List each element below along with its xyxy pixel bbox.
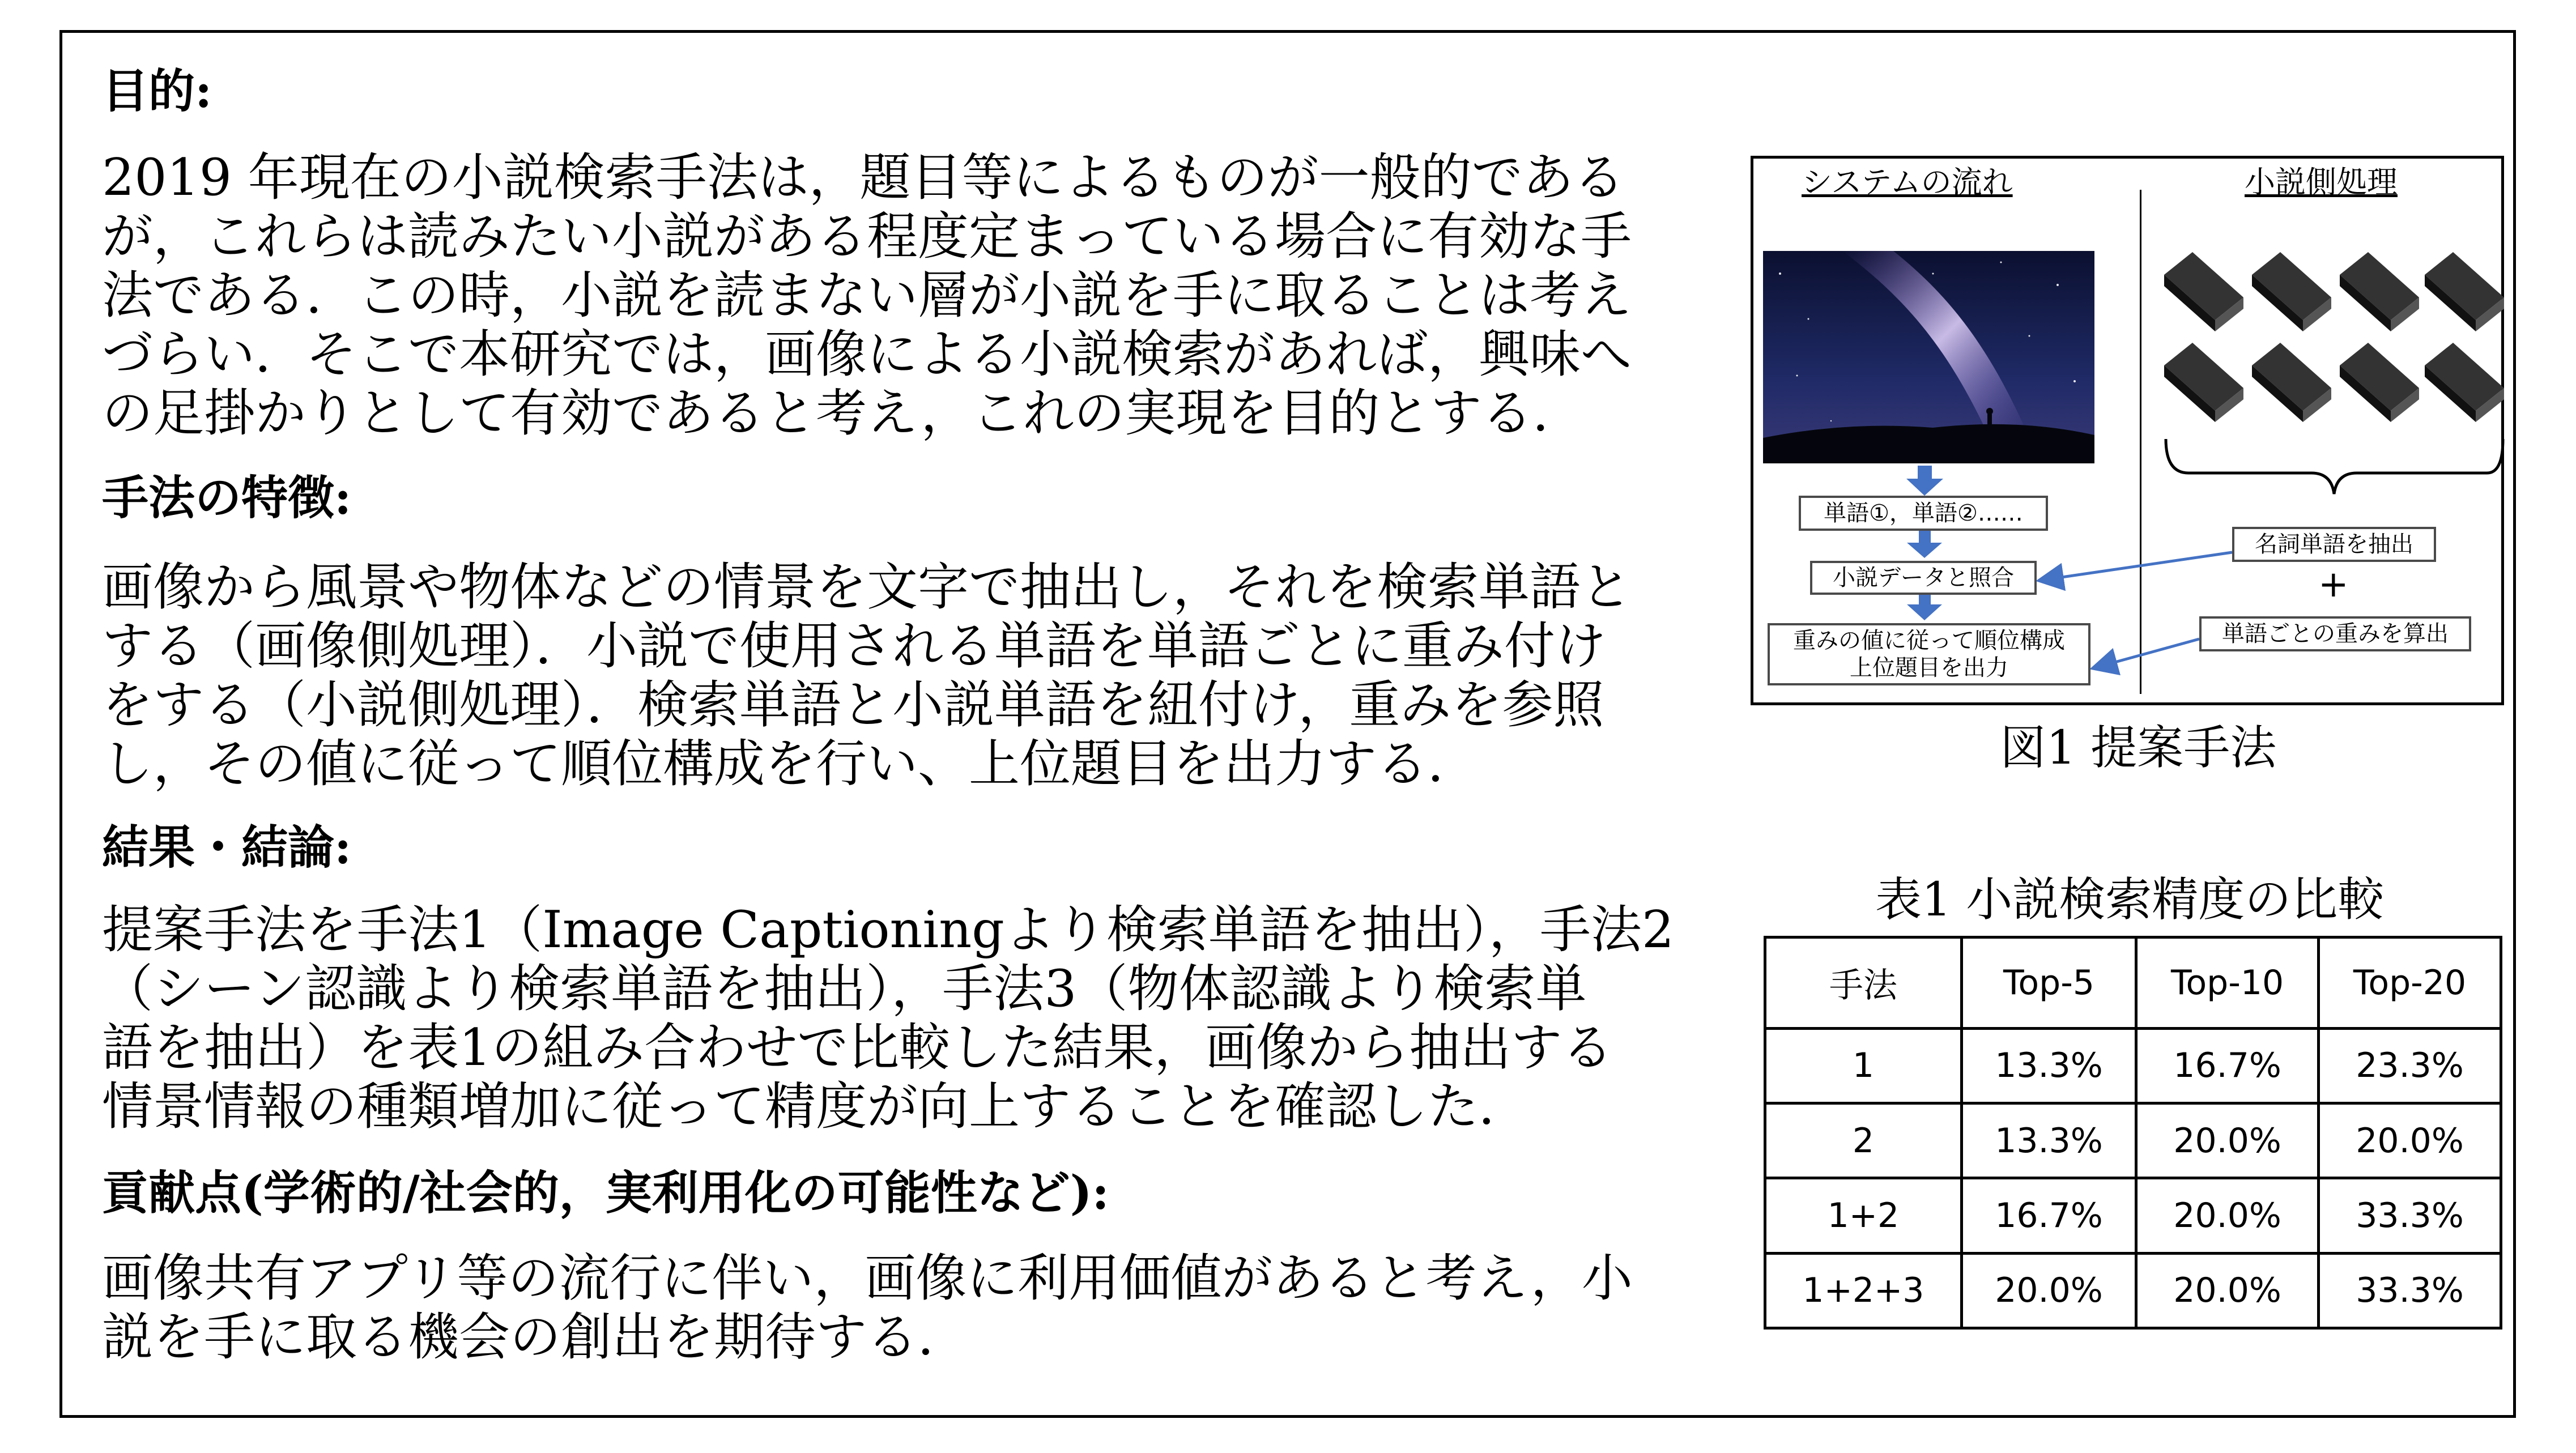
flow-box-calc-weights: 単語ごとの重みを算出 <box>2199 616 2471 651</box>
flow-box-rank-line2: 上位題目を出力 <box>1850 655 2008 681</box>
flow-box-extract-nouns: 名詞単語を抽出 <box>2232 527 2436 562</box>
text-line: （シーン認識より検索単語を抽出），手法3（物体認識より検索単 <box>102 959 1587 1019</box>
table-cell: 20.0% <box>2136 1178 2319 1253</box>
text-line: する（画像側処理）．小説で使用される単語を単語ごとに重み付け <box>102 616 1606 676</box>
text-line: づらい．そこで本研究では，画像による小説検索があれば，興味へ <box>102 325 1632 384</box>
table-cell: 33.3% <box>2319 1178 2501 1253</box>
text-line: 説を手に取る機会の創出を期待する． <box>102 1307 969 1367</box>
flow-arrow-down-icon <box>1906 466 1943 496</box>
table-row <box>1765 1253 2501 1328</box>
table-row <box>1765 1028 2501 1103</box>
book-icon <box>2252 252 2331 331</box>
book-icon <box>2340 343 2419 422</box>
flow-arrow-down-icon <box>1907 593 1942 620</box>
text-line: をする（小説側処理）．検索単語と小説単語を紐付け，重みを参照 <box>102 675 1604 735</box>
table-header-cell: Top-20 <box>2319 938 2501 1029</box>
flow-box-match-novel-data: 小説データと照合 <box>1810 561 2037 595</box>
table-header-cell: Top-5 <box>1961 938 2136 1029</box>
text-line: 2019 年現在の小説検索手法は，題目等によるものが一般的である <box>102 148 1625 207</box>
text-line: 法である．この時，小説を読まない層が小説を手に取ることは考え <box>102 266 1632 325</box>
table-cell: 20.0% <box>2136 1103 2319 1178</box>
table-row <box>1765 1103 2501 1178</box>
book-icon <box>2425 343 2504 422</box>
table-cell: 13.3% <box>1961 1103 2136 1178</box>
book-icon <box>2164 252 2243 331</box>
table-header-cell: Top-10 <box>2136 938 2319 1029</box>
table-cell: 13.3% <box>1961 1028 2136 1103</box>
table-cell: 2 <box>1765 1103 1962 1178</box>
flow-arrow-down-icon <box>1907 531 1942 558</box>
table-header-cell: 手法 <box>1765 938 1962 1029</box>
table-cell: 23.3% <box>2319 1028 2501 1103</box>
flow-box-rank-line1: 重みの値に従って順位構成 <box>1793 628 2065 654</box>
book-icon <box>2340 252 2419 331</box>
table-header-row <box>1765 938 2501 1029</box>
flow-box-extracted-words: 単語①，単語②…… <box>1799 496 2048 531</box>
figure-caption: 図1 提案手法 <box>2000 721 2277 775</box>
table-cell: 1+2+3 <box>1765 1253 1962 1328</box>
heading-results: 結果・結論: <box>102 820 352 875</box>
text-line: 語を抽出）を表1の組み合わせで比較した結果，画像から抽出する <box>102 1018 1613 1077</box>
text-line: の足掛かりとして有効であると考え，これの実現を目的とする． <box>102 384 1584 443</box>
text-line: 画像から風景や物体などの情景を文字で抽出し，それを検索単語と <box>102 557 1632 617</box>
figure-header-novel-processing: 小説側処理 <box>2245 164 2398 200</box>
connector-arrow-icon <box>2038 552 2232 581</box>
text-line: し，その値に従って順位構成を行い、上位題目を出力する． <box>102 734 1479 794</box>
table-cell: 16.7% <box>2136 1028 2319 1103</box>
table-cell: 16.7% <box>1961 1178 2136 1253</box>
book-icon <box>2252 343 2331 422</box>
plus-sign: + <box>2318 564 2349 606</box>
text-line: 画像共有アプリ等の流行に伴い，画像に利用価値があると考え，小 <box>102 1249 1633 1308</box>
table-cell: 20.0% <box>2136 1253 2319 1328</box>
table-row <box>1765 1178 2501 1253</box>
table-cell: 33.3% <box>2319 1253 2501 1328</box>
flow-box-rank-output <box>1768 623 2090 685</box>
heading-method-features: 手法の特徴: <box>102 471 352 525</box>
table-cell: 20.0% <box>2319 1103 2501 1178</box>
text-line: 提案手法を手法1（Image Captioningより検索単語を抽出），手法2 <box>102 900 1675 960</box>
connector-arrow-icon <box>2092 639 2199 668</box>
heading-purpose: 目的: <box>102 64 212 118</box>
figure-header-system-flow: システムの流れ <box>1802 164 2013 200</box>
table-cell: 1 <box>1765 1028 1962 1103</box>
accuracy-table <box>1764 936 2502 1330</box>
table-caption: 表1 小説検索精度の比較 <box>1875 873 2385 927</box>
table-cell: 20.0% <box>1961 1253 2136 1328</box>
book-icon <box>2425 252 2504 331</box>
table-cell: 1+2 <box>1765 1178 1962 1253</box>
text-line: が，これらは読みたい小説がある程度定まっている場合に有効な手 <box>102 207 1632 266</box>
text-line: 情景情報の種類増加に従って精度が向上することを確認した． <box>102 1077 1530 1136</box>
brace-icon <box>2166 439 2503 494</box>
heading-contribution: 貢献点(学術的/社会的，実利用化の可能性など): <box>102 1166 1109 1220</box>
book-icon <box>2164 343 2243 422</box>
